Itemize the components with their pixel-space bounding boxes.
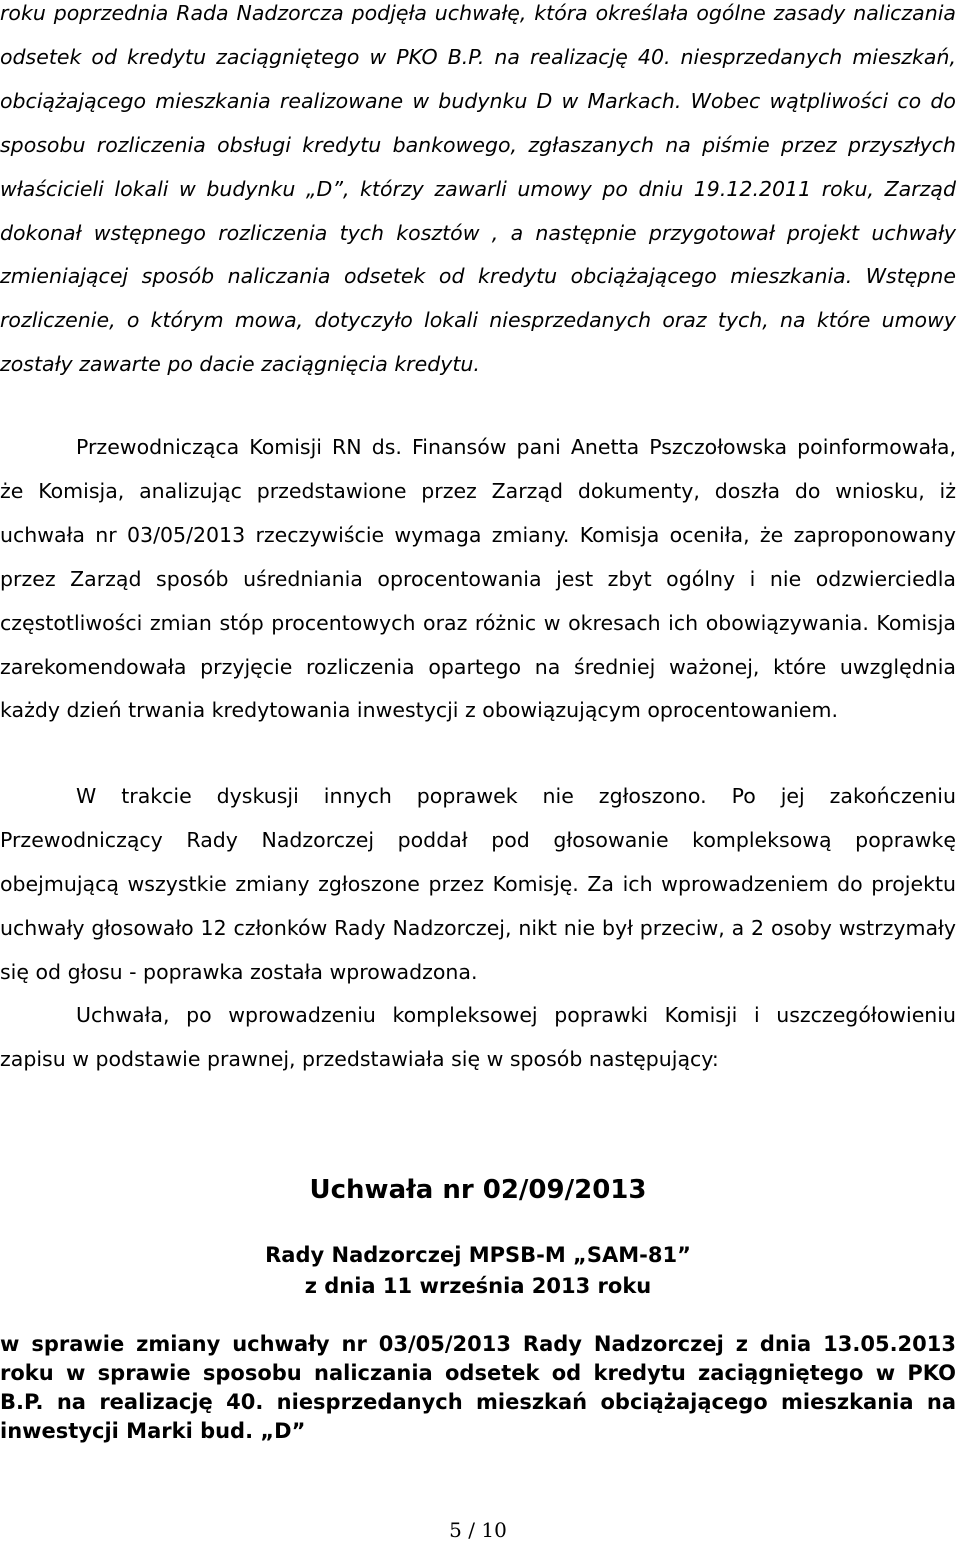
paragraph-resolution-intro: Uchwała, po wprowadzeniu kompleksowej poprawki Komisji i uszczegółowieniu zapisu w podstawie prawnej, przedstawiała się w sposób następujący: [0, 1003, 956, 1071]
resolution-date: z dnia 11 września 2013 roku [304, 1274, 652, 1298]
page-number: 5 / 10 [449, 1518, 507, 1542]
resolution-title: Uchwała nr 02/09/2013 [309, 1175, 647, 1205]
paragraph-commission-report: Przewodnicząca Komisji RN ds. Finansów pani Anetta Pszczołowska poinformowała, że Komisja, analizując przedstawione przez Zarząd dokumenty, doszła do wniosku, iż uchwała nr 03/05/2013 rzeczywiście wymaga zmiany. Komisja oceniła, że zaproponowany przez Zarząd sposób uśredniania oprocentowania jest zbyt ogólny i nie odzwierciedla częstotliwości zmian stóp procentowych oraz różnic w okresach ich obowiązywania. Komisja zarekomendowała przyjęcie rozliczenia opartego na średniej ważonej, które uwzględnia każdy dzień trwania kredytowania inwestycji z obowiązującym oprocentowaniem. [0, 435, 956, 723]
paragraph-opening-continuation: Wobec wątpliwości co do sposobu rozliczenia obsługi kredytu bankowego, zgłaszanych na piśmie przez przyszłych właścicieli lokali w budynku „D”, którzy zawarli umowy po dniu 19.12.2011 roku, Zarząd dokonał wstępnego rozliczenia tych kosztów , a następnie przygotował projekt uchwały zmieniającej sposób naliczania odsetek od kredytu obciążającego mieszkania. Wstępne rozliczenie, o którym mowa, dotyczyło lokali niesprzedanych oraz tych, na które umowy zostały zawarte po dacie zaciągnięcia kredytu. [0, 88, 956, 377]
resolution-subject: w sprawie zmiany uchwały nr 03/05/2013 Rady Nadzorczej z dnia 13.05.2013 roku w sprawie sposobu naliczania odsetek od kredytu zaciągniętego w PKO B.P. na realizację 40. niesprzedanych mieszkań obciążającego mieszkania na inwestycji Marki bud. „D” [0, 1332, 956, 1443]
resolution-issuer: Rady Nadzorczej MPSB-M „SAM-81” [265, 1243, 691, 1267]
paragraph-opening [0, 0, 956, 387]
paragraph-opening-text: roku poprzednia Rada Nadzorcza podjęła uchwałę, która określała ogólne zasady naliczania odsetek od kredytu zaciągniętego w PKO B.P. na realizację 40. niesprzedanych mieszkań, obciążającego mieszkania realizowane w budynku D w Markach. [0, 1, 956, 113]
paragraph-discussion-vote: W trakcie dyskusji innych poprawek nie zgłoszono. Po jej zakończeniu Przewodniczący Rady Nadzorczej poddał pod głosowanie kompleksową poprawkę obejmującą wszystkie zmiany zgłoszone przez Komisję. Za ich wprowadzeniem do projektu uchwały głosowało 12 członków Rady Nadzorczej, nikt nie był przeciw, a 2 osoby wstrzymały się od głosu - poprawka została wprowadzona. [0, 784, 956, 984]
